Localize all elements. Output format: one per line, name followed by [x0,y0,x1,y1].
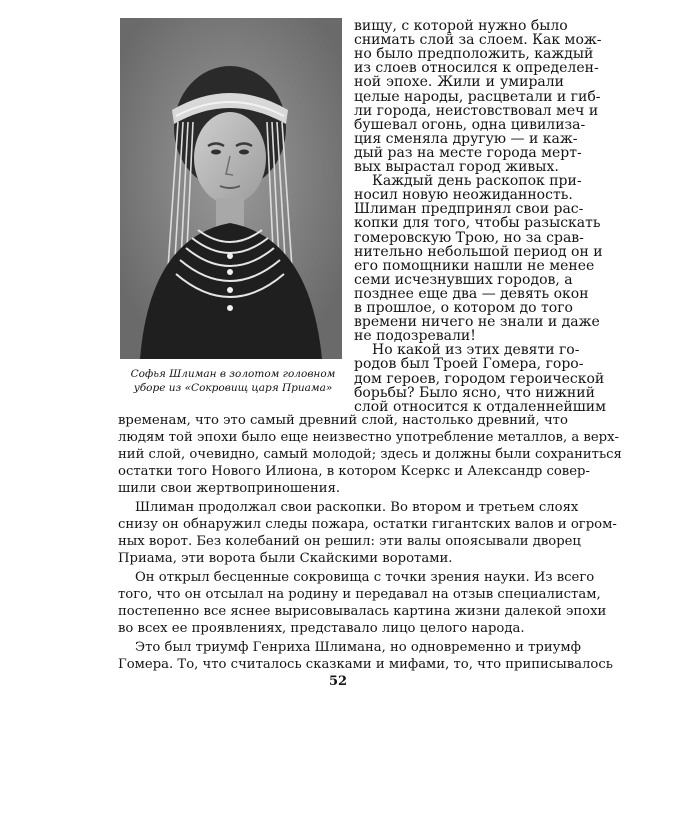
text-line: слой относится к отдаленнейшим [354,398,606,415]
text-line: носил новую неожиданность. [354,187,573,204]
text-line: вых вырастал город живых. [354,159,559,175]
text-line: борьбы? Было ясно, что нижний [354,384,595,401]
text-line: семи исчезнувших городов, а [354,271,573,288]
text-line: копки для того, чтобы разыскать [354,215,601,232]
page-number: 52 [328,674,348,689]
portrait-photo [120,18,342,359]
text-line: постепенно все яснее вырисовывалась картина жизни далекой эпохи [118,604,607,619]
text-line: Шлиман предпринял свои рас- [354,201,584,218]
text-line: снизу он обнаружил следы пожара, остатки гигантских валов и огром- [118,517,617,532]
text-line: шили свои жертвоприношения. [118,481,341,496]
text-line: родов был Троей Гомера, горо- [354,356,584,373]
text-line: ных ворот. Без колебаний он решил: эти валы опоясывали дворец [118,534,581,549]
text-line: ной эпохе. Жили и умирали [354,74,564,91]
text-line: бушевал огонь, одна цивилиза- [354,116,586,133]
text-line: дый раз на месте города мерт- [354,144,582,161]
caption-line: уборе из «Сокровищ царя Приама» [133,382,333,394]
portrait-image [120,18,342,359]
text-line: снимать слой за слоем. Как мож- [354,32,602,49]
text-line: целые народы, расцветали и гиб- [354,88,601,105]
text-line: времени ничего не знали и даже [354,314,600,331]
text-line: нительно небольшой период он и [354,243,603,260]
text-line: дом героев, городом героической [354,370,605,387]
text-line: Но какой из этих девяти го- [372,342,580,359]
text-line: Он открыл бесценные сокровища с точки зрения науки. Из всего [135,570,595,585]
text-line: Шлиман продолжал свои раскопки. Во втором и третьем слоях [135,500,579,515]
text-line: того, что он отсылал на родину и передавал на отзыв специалистам, [118,587,601,602]
text-line: ли города, неистовствовал меч и [354,102,599,119]
text-line: но было предположить, каждый [354,46,594,63]
text-line: не подозревали! [354,328,476,345]
text-line: из слоев относился к определен- [354,60,599,77]
text-line: гомеровскую Трою, но за срав- [354,229,584,246]
text-line: Гомера. То, что считалось сказками и мифами, то, что приписывалось [118,657,613,672]
text-line: людям той эпохи было еще неизвестно употребление металлов, а верх- [118,430,619,445]
text-line: Каждый день раскопок при- [372,173,582,190]
text-line: остатки того Нового Илиона, в котором Ксеркс и Александр совер- [118,464,590,479]
text-line: Приама, эти ворота были Скайскими воротами. [118,551,453,566]
text-line: во всех ее проявлениях, представало лицо целого народа. [118,621,525,636]
caption-line: Софья Шлиман в золотом головном [130,368,336,380]
text-line: ний слой, очевидно, самый молодой; здесь и должны были сохраниться [118,447,622,462]
text-line: вищу, с которой нужно было [354,18,568,34]
text-line: его помощники нашли не менее [354,257,595,274]
text-line: позднее еще два — девять окон [354,285,589,302]
text-line: ция сменяла другую — и каж- [354,130,578,147]
text-line: Это был триумф Генриха Шлимана, но одновременно и триумф [135,640,581,655]
text-line: временам, что это самый древний слой, настолько древний, что [118,413,568,428]
text-line: в прошлое, о котором до того [354,300,573,316]
photo-caption [120,367,346,395]
